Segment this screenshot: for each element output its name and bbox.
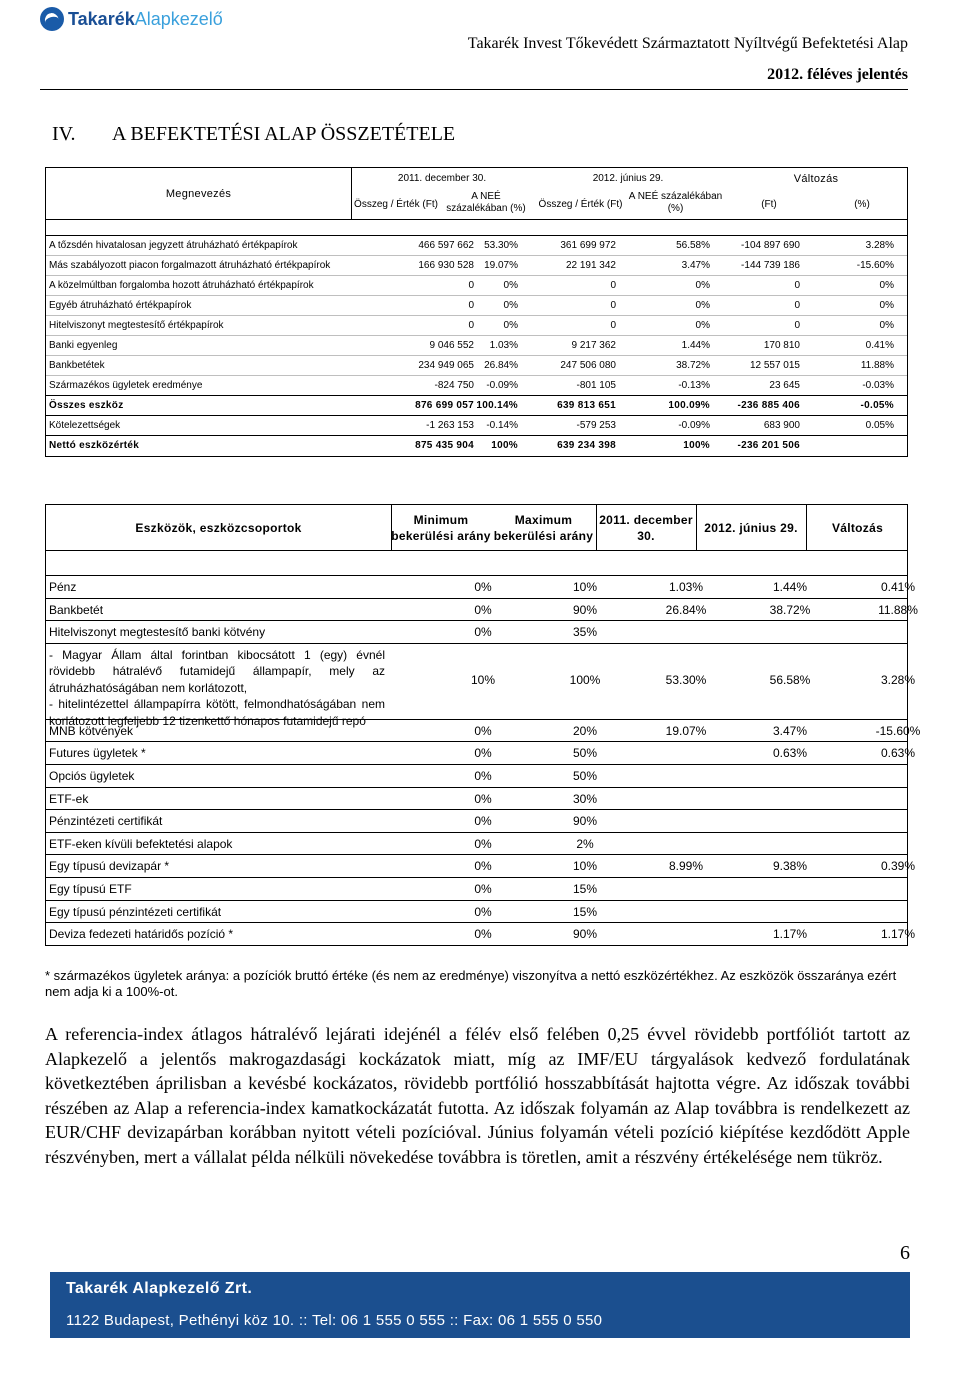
cell-v1: 26.84% — [665, 602, 707, 617]
cell-p2: 0% — [695, 280, 710, 291]
cell-v2: 9.38% — [772, 859, 808, 874]
limits-table-header — [45, 504, 908, 551]
composition-table — [45, 167, 908, 457]
cell-v3: -104 897 690 — [741, 240, 800, 251]
cell-v3: 1.17% — [880, 927, 916, 942]
row-label: Bankbetétek — [49, 360, 105, 371]
composition-table-spacer — [46, 220, 907, 236]
cell-max: 90% — [572, 814, 598, 829]
cell-max: 50% — [572, 746, 598, 761]
cell-p1: -0.09% — [486, 380, 518, 391]
cell-p2: 0% — [695, 320, 710, 331]
table-row — [46, 296, 907, 316]
cell-v2: 9 217 362 — [571, 340, 616, 351]
cell-min: 0% — [474, 723, 492, 738]
cell-p2: 1.44% — [681, 340, 710, 351]
cell-v2: 639 234 398 — [557, 440, 616, 451]
cell-p1: 100% — [491, 440, 518, 451]
footer-bar — [50, 1272, 910, 1338]
header-ft: (Ft) — [761, 199, 777, 210]
footnote: * származékos ügyletek aránya: a pozíciók bruttó értéke (és nem az eredménye) viszonyítva a nettó eszközértékhez. Az eszközök összaránya ezért nem adja ki a 100%-ot. — [45, 968, 897, 999]
cell-min: 0% — [474, 791, 492, 806]
row-label: Egyéb átruházható értékpapírok — [49, 300, 192, 311]
table-row — [46, 236, 907, 256]
table-row — [46, 923, 916, 946]
cell-max: 10% — [572, 580, 598, 594]
cell-v3: 0 — [794, 300, 800, 311]
row-label: MNB kötvények — [49, 723, 134, 738]
table-row — [46, 336, 907, 356]
cell-v2: 0 — [610, 280, 616, 291]
cell-p3: -15.60% — [856, 260, 894, 271]
header-amount-2: Összeg / Érték (Ft) — [538, 199, 623, 210]
header-name: Megnevezés — [165, 188, 232, 200]
table-row — [46, 878, 907, 901]
cell-v1: 875 435 904 — [415, 440, 474, 451]
row-label: ETF-ek — [49, 791, 89, 806]
cell-p1: -0.14% — [486, 420, 518, 431]
cell-v1: 0 — [468, 320, 474, 331]
row-label: Összes eszköz — [49, 400, 124, 411]
cell-max: 10% — [572, 859, 598, 874]
cell-p1: 0% — [503, 280, 518, 291]
cell-v3: 0 — [794, 280, 800, 291]
table-row — [46, 599, 918, 622]
header-change: Változás — [831, 521, 884, 535]
cell-v2: 639 813 651 — [557, 400, 616, 411]
cell-v1: 166 930 528 — [418, 260, 474, 271]
cell-p3: 11.88% — [860, 360, 894, 371]
cell-v3: 0.63% — [880, 746, 916, 761]
cell-v3: 12 557 015 — [749, 360, 800, 371]
header-period2: 2012. június 29. — [592, 173, 664, 184]
cell-v2: 1.44% — [772, 580, 808, 594]
cell-p3: 0% — [879, 280, 894, 291]
cell-v3: 11.88% — [878, 602, 918, 617]
table-row — [46, 901, 907, 924]
cell-p3: 0.05% — [865, 420, 894, 431]
row-label: Bankbetét — [49, 602, 104, 617]
cell-p2: -0.13% — [678, 380, 710, 391]
cell-min: 0% — [474, 746, 492, 761]
cell-v2: 38.72% — [769, 602, 811, 617]
row-label: Pénzintézeti certifikát — [49, 814, 163, 829]
row-label: Más szabályozott piacon forgalmazott átruházható értékpapírok — [49, 260, 331, 271]
cell-p1: 19.07% — [484, 260, 518, 271]
row-label: - Magyar Állam által forintban kibocsátott 1 (egy) évnél rövidebb hátralévő futamidejű állampapír, mely az átruházhatóságában nem korlátozott, - hitelintézettel állampapírra kötött, felmondhatóságában nem korlátozott legfeljebb 12 tizenkettő hónapos futamidejű repó — [49, 647, 385, 728]
header-max: Maximum bekerülési arány — [493, 513, 594, 544]
cell-max: 100% — [569, 672, 601, 687]
cell-v2: 22 191 342 — [565, 260, 616, 271]
cell-v3: 0.39% — [880, 859, 916, 874]
header-asset-group: Eszközök, eszközcsoportok — [135, 521, 302, 535]
cell-p3: -0.03% — [862, 380, 894, 391]
cell-p3: 3.28% — [865, 240, 894, 251]
page-number: 6 — [900, 1242, 910, 1264]
header-pct: (%) — [854, 199, 870, 210]
table-row — [46, 376, 907, 396]
footer-address: 1122 Budapest, Pethényi köz 10. :: Tel: 06 1 555 0 555 :: Fax: 06 1 555 0 550 — [66, 1312, 603, 1329]
cell-max: 2% — [576, 836, 594, 851]
document-title: Takarék Invest Tőkevédett Származtatott Nyíltvégű Befektetési Alap — [467, 35, 908, 52]
header-period2: 2012. június 29. — [704, 521, 798, 535]
cell-p3: 0% — [879, 300, 894, 311]
composition-table-header — [46, 168, 907, 220]
cell-v3: 0.41% — [880, 580, 916, 594]
cell-v2: 247 506 080 — [560, 360, 616, 371]
table-row — [46, 416, 907, 436]
table-row — [46, 576, 916, 599]
section-number: IV. — [52, 123, 76, 145]
cell-v3: -236 885 406 — [737, 400, 800, 411]
table-row — [46, 621, 907, 644]
header-share-1: A NEÉ százalékában (%) — [446, 191, 526, 214]
header-min: Minimum bekerülési arány — [391, 513, 491, 544]
cell-p3: 0.41% — [865, 340, 894, 351]
row-label: Deviza fedezeti határidős pozíció * — [49, 927, 234, 942]
composition-table-body — [46, 236, 907, 456]
cell-v1: 876 699 057 — [415, 400, 474, 411]
row-label: Pénz — [49, 580, 77, 594]
section-heading — [52, 123, 455, 146]
cell-v2: 56.58% — [769, 672, 811, 687]
table-row — [46, 356, 907, 376]
commentary-paragraph: A referencia-index átlagos hátralévő lejárati idejénél a félév első felében 0,25 évvel rövidebb portfóliót tartott az Alapkezelő a jelentős makrogazdasági kockázatok miatt, míg az IMF/EU tárgyalások kedvező fordulatának következtében áprilisban a kevésbé kockázatos, rövidebb portfólió hosszabbítását hajtotta végre. Az időszak további részében az Alap a referencia-index kamatkockázatát futotta. Az időszak folyamán az Alap továbbra is rendelkezett az EUR/CHF devizapárban korábban nyitott vételi pozícióval. Június folyamán vételi pozíció kiépítése kezdődött Apple részvényben, mert a vállalat példa nélküli növekedése továbbra is töretlen, amit a részvény értékelésége nem tükröz. — [45, 1024, 910, 1167]
cell-v2: 3.47% — [772, 723, 808, 738]
cell-min: 0% — [474, 836, 492, 851]
cell-max: 35% — [572, 625, 598, 640]
cell-p2: 56.58% — [676, 240, 710, 251]
cell-max: 30% — [572, 791, 598, 806]
header-divider — [40, 89, 908, 90]
cell-p2: -0.09% — [678, 420, 710, 431]
row-label: Banki egyenleg — [49, 340, 118, 351]
cell-v1: -824 750 — [434, 380, 474, 391]
cell-min: 0% — [474, 580, 492, 594]
header-period1: 2011. december 30. — [599, 513, 693, 544]
footer-company: Takarék Alapkezelő Zrt. — [66, 1280, 253, 1297]
cell-p2: 0% — [695, 300, 710, 311]
row-label: Nettó eszközérték — [49, 440, 140, 451]
row-label: A tőzsdén hivatalosan jegyzett átruházható értékpapírok — [49, 240, 298, 251]
cell-min: 0% — [474, 927, 492, 942]
row-label: Kötelezettségek — [49, 420, 121, 431]
table-row — [46, 276, 907, 296]
cell-p3: -0.05% — [860, 400, 894, 411]
cell-min: 0% — [474, 768, 492, 783]
cell-max: 90% — [572, 602, 598, 617]
cell-p1: 1.03% — [489, 340, 518, 351]
limits-table-body — [45, 575, 921, 946]
table-row — [46, 833, 907, 856]
row-label: Származékos ügyletek eredménye — [49, 380, 203, 391]
cell-p2: 100% — [683, 440, 710, 451]
row-label: Egy típusú pénzintézeti certifikát — [49, 904, 222, 919]
table-row — [46, 316, 907, 336]
row-label: Futures ügyletek * — [49, 746, 146, 761]
limits-table-spacer — [45, 551, 908, 575]
cell-p1: 26.84% — [484, 360, 518, 371]
cell-v2: 0 — [610, 320, 616, 331]
table-row — [46, 256, 907, 276]
cell-v1: 53.30% — [665, 672, 707, 687]
cell-v2: 0.63% — [772, 746, 808, 761]
cell-p1: 0% — [503, 300, 518, 311]
cell-v1: 9 046 552 — [429, 340, 474, 351]
cell-v2: 361 699 972 — [560, 240, 616, 251]
cell-v1: -1 263 153 — [426, 420, 474, 431]
cell-v1: 466 597 662 — [418, 240, 474, 251]
cell-v1: 19.07% — [665, 723, 707, 738]
logo-text-secondary: Alapkezelő — [134, 8, 223, 29]
header-amount-1: Összeg / Érték (Ft) — [354, 199, 438, 210]
section-title-text: A BEFEKTETÉSI ALAP ÖSSZETÉTELE — [112, 123, 456, 145]
cell-p1: 0% — [503, 320, 518, 331]
cell-min: 0% — [474, 625, 492, 640]
table-row — [46, 644, 916, 728]
header-share-2: A NEÉ százalékában (%) — [628, 191, 723, 214]
cell-v1: 0 — [468, 280, 474, 291]
cell-v3: 170 810 — [763, 340, 800, 351]
table-row — [46, 436, 907, 456]
row-label: ETF-eken kívüli befektetési alapok — [49, 836, 233, 851]
cell-p2: 3.47% — [681, 260, 710, 271]
header-period1: 2011. december 30. — [397, 173, 487, 184]
cell-max: 50% — [572, 768, 598, 783]
cell-v3: -236 201 506 — [737, 440, 800, 451]
cell-min: 0% — [474, 814, 492, 829]
cell-max: 90% — [572, 927, 598, 942]
cell-v1: 1.03% — [668, 580, 704, 594]
cell-min: 10% — [470, 672, 496, 687]
cell-max: 15% — [572, 904, 598, 919]
row-label: Hitelviszonyt megtestesítő banki kötvény — [49, 625, 266, 640]
cell-max: 15% — [572, 881, 598, 896]
row-label: Opciós ügyletek — [49, 768, 135, 783]
cell-v3: -15.60% — [875, 723, 921, 738]
cell-v3: 683 900 — [763, 420, 800, 431]
cell-min: 0% — [474, 904, 492, 919]
cell-v1: 234 949 065 — [418, 360, 474, 371]
cell-v2: 0 — [610, 300, 616, 311]
cell-p3: 0% — [879, 320, 894, 331]
table-row — [46, 810, 907, 833]
cell-v2: -579 253 — [576, 420, 616, 431]
cell-v3: 0 — [794, 320, 800, 331]
company-logo — [40, 6, 223, 32]
cell-max: 20% — [572, 723, 598, 738]
row-label: A közelmúltban forgalomba hozott átruházható értékpapírok — [49, 280, 314, 291]
cell-v3: 3.28% — [880, 672, 916, 687]
cell-min: 0% — [474, 859, 492, 874]
cell-v1: 0 — [468, 300, 474, 311]
header-change: Változás — [793, 173, 839, 185]
table-row — [46, 765, 907, 788]
cell-p1: 53.30% — [484, 240, 518, 251]
logo-mark-icon — [40, 7, 64, 31]
document-subtitle: 2012. féléves jelentés — [767, 66, 908, 83]
logo-text-primary: Takarék — [68, 8, 135, 29]
table-row — [46, 855, 916, 878]
table-row — [46, 720, 921, 743]
cell-v2: 1.17% — [772, 927, 808, 942]
cell-p1: 100.14% — [476, 400, 518, 411]
cell-v1: 8.99% — [668, 859, 704, 874]
table-row — [46, 788, 907, 811]
row-label: Egy típusú ETF — [49, 881, 132, 896]
cell-v2: -801 105 — [576, 380, 616, 391]
row-label: Egy típusú devizapár * — [49, 859, 170, 874]
cell-v3: -144 739 186 — [741, 260, 800, 271]
table-row — [46, 742, 916, 765]
row-label: Hitelviszonyt megtestesítő értékpapírok — [49, 320, 224, 331]
cell-p2: 100.09% — [668, 400, 710, 411]
cell-min: 0% — [474, 881, 492, 896]
cell-p2: 38.72% — [676, 360, 710, 371]
cell-min: 0% — [474, 602, 492, 617]
table-row — [46, 396, 907, 416]
cell-v3: 23 645 — [769, 380, 800, 391]
